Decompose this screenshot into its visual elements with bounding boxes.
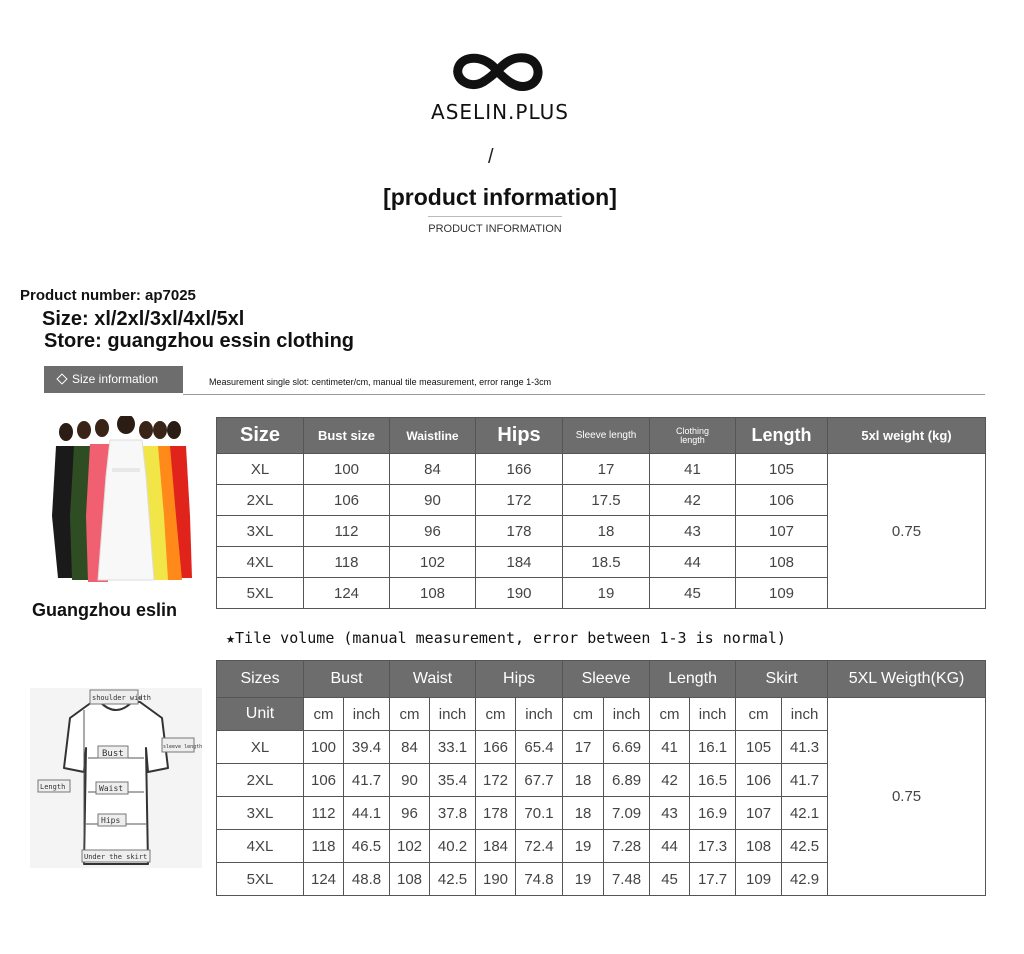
table-cell: 70.1 [516, 797, 563, 830]
diagram-label: Length [40, 783, 66, 791]
garment-measurement-diagram [30, 688, 202, 868]
header-cell: Waistline [390, 418, 476, 454]
unit-cell: inch [782, 698, 828, 731]
slash-divider: / [488, 146, 494, 168]
table-cell: XL [217, 731, 304, 764]
table-cell: 42.1 [782, 797, 828, 830]
unit-cell: inch [690, 698, 736, 731]
table-cell: 184 [476, 830, 516, 863]
table-cell: 106 [736, 485, 828, 516]
table-cell: 16.9 [690, 797, 736, 830]
table-cell: 41.7 [344, 764, 390, 797]
table-cell: 18.5 [563, 547, 650, 578]
table-cell: 84 [390, 454, 476, 485]
table-cell: 37.8 [430, 797, 476, 830]
table-cell: 178 [476, 797, 516, 830]
infinity-logo-icon [447, 46, 547, 96]
size-table-detailed [216, 660, 986, 896]
title-underline [428, 216, 562, 217]
table-cell: 190 [476, 863, 516, 896]
diagram-label: Bust [102, 749, 124, 759]
table-cell: 16.1 [690, 731, 736, 764]
table-cell: 17.3 [690, 830, 736, 863]
table-cell: 39.4 [344, 731, 390, 764]
unit-cell: cm [476, 698, 516, 731]
weight-cell: 0.75 [828, 698, 986, 896]
unit-cell: cm [390, 698, 430, 731]
table-cell: 41.7 [782, 764, 828, 797]
table-cell: 5XL [217, 863, 304, 896]
table-cell: 100 [304, 731, 344, 764]
product-store: Store: guangzhou essin clothing [44, 330, 354, 352]
table-cell: 166 [476, 731, 516, 764]
table-cell: 2XL [217, 485, 304, 516]
table-cell: 108 [390, 578, 476, 609]
table-cell: 42.5 [782, 830, 828, 863]
table-cell: 7.09 [604, 797, 650, 830]
table-cell: 109 [736, 578, 828, 609]
table-cell: 17.5 [563, 485, 650, 516]
unit-cell: inch [604, 698, 650, 731]
header-cell: Hips [476, 661, 563, 698]
table-cell: 118 [304, 547, 390, 578]
header-cell [650, 418, 736, 454]
table-cell: 2XL [217, 764, 304, 797]
unit-cell: cm [304, 698, 344, 731]
table-cell: 172 [476, 485, 563, 516]
diagram-label: sleeve length [163, 744, 202, 750]
table-cell: 109 [736, 863, 782, 896]
table-cell: 100 [304, 454, 390, 485]
table-cell: 124 [304, 578, 390, 609]
table-cell: 112 [304, 516, 390, 547]
diagram-label: Under the skirt [84, 853, 148, 861]
unit-cell: cm [736, 698, 782, 731]
table-cell: 19 [563, 830, 604, 863]
table-cell: 105 [736, 731, 782, 764]
table-cell: 5XL [217, 578, 304, 609]
table-cell: 105 [736, 454, 828, 485]
table-cell: 6.69 [604, 731, 650, 764]
header-cell: 5XL Weigth(KG) [828, 661, 986, 698]
table-cell: 43 [650, 797, 690, 830]
table-cell: 74.8 [516, 863, 563, 896]
table-row [217, 454, 986, 485]
table-cell: 40.2 [430, 830, 476, 863]
table-cell: 107 [736, 516, 828, 547]
table-cell: 4XL [217, 830, 304, 863]
table-cell: 18 [563, 764, 604, 797]
table-cell: 43 [650, 516, 736, 547]
header-cell: Length [736, 418, 828, 454]
header-cell: Waist [390, 661, 476, 698]
unit-label: Unit [217, 698, 304, 731]
header-cell: Skirt [736, 661, 828, 698]
table-cell: 48.8 [344, 863, 390, 896]
size-information-tab [44, 366, 183, 393]
table-cell: 33.1 [430, 731, 476, 764]
header-cell: Bust [304, 661, 390, 698]
product-sizes: Size: xl/2xl/3xl/4xl/5xl [42, 308, 245, 330]
header-cell: Sleeve length [563, 418, 650, 454]
table-cell: 102 [390, 547, 476, 578]
table-cell: 184 [476, 547, 563, 578]
table-cell: 108 [390, 863, 430, 896]
unit-cell: cm [563, 698, 604, 731]
table-cell: 6.89 [604, 764, 650, 797]
table-cell: 41 [650, 731, 690, 764]
product-number: Product number: ap7025 [20, 287, 196, 304]
header-cell: Bust size [304, 418, 390, 454]
table-cell: 65.4 [516, 731, 563, 764]
table-cell: 42 [650, 764, 690, 797]
table-cell: 190 [476, 578, 563, 609]
header-cell: Sizes [217, 661, 304, 698]
table-cell: 178 [476, 516, 563, 547]
table-cell: 42 [650, 485, 736, 516]
section-divider [183, 394, 985, 395]
diagram-label: shoulder width [92, 694, 152, 702]
table-cell: 45 [650, 578, 736, 609]
size-information-label: Size information [72, 372, 159, 386]
unit-row [217, 698, 986, 731]
table-cell: 17 [563, 731, 604, 764]
table-cell: 18 [563, 516, 650, 547]
table-cell: 172 [476, 764, 516, 797]
diamond-icon [56, 373, 67, 384]
diagram-label: Hips [101, 816, 121, 825]
table-cell: 41.3 [782, 731, 828, 764]
table-cell: 166 [476, 454, 563, 485]
table-cell: 16.5 [690, 764, 736, 797]
table-cell: 107 [736, 797, 782, 830]
table-cell: 108 [736, 830, 782, 863]
table-cell: 112 [304, 797, 344, 830]
table-cell: 3XL [217, 797, 304, 830]
table-cell: 124 [304, 863, 344, 896]
table-cell: 18 [563, 797, 604, 830]
header-cell: Hips [476, 418, 563, 454]
unit-cell: inch [344, 698, 390, 731]
table-cell: 44 [650, 830, 690, 863]
table-cell: 96 [390, 797, 430, 830]
tile-volume-note: ★Tile volume (manual measurement, error between 1-3 is normal) [226, 629, 786, 647]
brand-caption: Guangzhou eslin [32, 600, 178, 620]
header-cell: 5xl weight (kg) [828, 418, 986, 454]
table-cell: 108 [736, 547, 828, 578]
table-cell: 44 [650, 547, 736, 578]
page-subtitle: PRODUCT INFORMATION [428, 223, 562, 235]
table-cell: 106 [304, 485, 390, 516]
header-cell: Sleeve [563, 661, 650, 698]
table-cell: 7.28 [604, 830, 650, 863]
table-cell: 19 [563, 863, 604, 896]
measurement-note: Measurement single slot: centimeter/cm, manual tile measurement, error range 1-3cm [209, 377, 552, 387]
table-cell: 4XL [217, 547, 304, 578]
table-cell: 3XL [217, 516, 304, 547]
table-header-row [217, 661, 986, 698]
table-cell: XL [217, 454, 304, 485]
table-cell: 96 [390, 516, 476, 547]
table-header-row [217, 418, 986, 454]
table-cell: 42.9 [782, 863, 828, 896]
unit-cell: inch [430, 698, 476, 731]
table-cell: 102 [390, 830, 430, 863]
table-cell: 90 [390, 485, 476, 516]
header-cell: Length [650, 661, 736, 698]
logo-text: ASELIN.PLUS [431, 100, 569, 124]
table-cell: 44.1 [344, 797, 390, 830]
table-cell: 7.48 [604, 863, 650, 896]
header-cell: Size [217, 418, 304, 454]
table-cell: 106 [736, 764, 782, 797]
table-cell: 118 [304, 830, 344, 863]
size-table-basic [216, 417, 986, 609]
table-cell: 106 [304, 764, 344, 797]
table-cell: 90 [390, 764, 430, 797]
table-cell: 42.5 [430, 863, 476, 896]
table-cell: 17 [563, 454, 650, 485]
table-cell: 17.7 [690, 863, 736, 896]
table-cell: 45 [650, 863, 690, 896]
table-cell: 84 [390, 731, 430, 764]
weight-cell: 0.75 [828, 454, 986, 609]
table-cell: 72.4 [516, 830, 563, 863]
unit-cell: inch [516, 698, 563, 731]
table-cell: 46.5 [344, 830, 390, 863]
unit-cell: cm [650, 698, 690, 731]
table-cell: 67.7 [516, 764, 563, 797]
diagram-label: Waist [99, 784, 124, 793]
table-cell: 41 [650, 454, 736, 485]
page-title: [product information] [383, 184, 617, 210]
header-cell-label: Clothing length [675, 425, 710, 445]
table-cell: 19 [563, 578, 650, 609]
model-group-photo [36, 416, 206, 584]
table-cell: 35.4 [430, 764, 476, 797]
